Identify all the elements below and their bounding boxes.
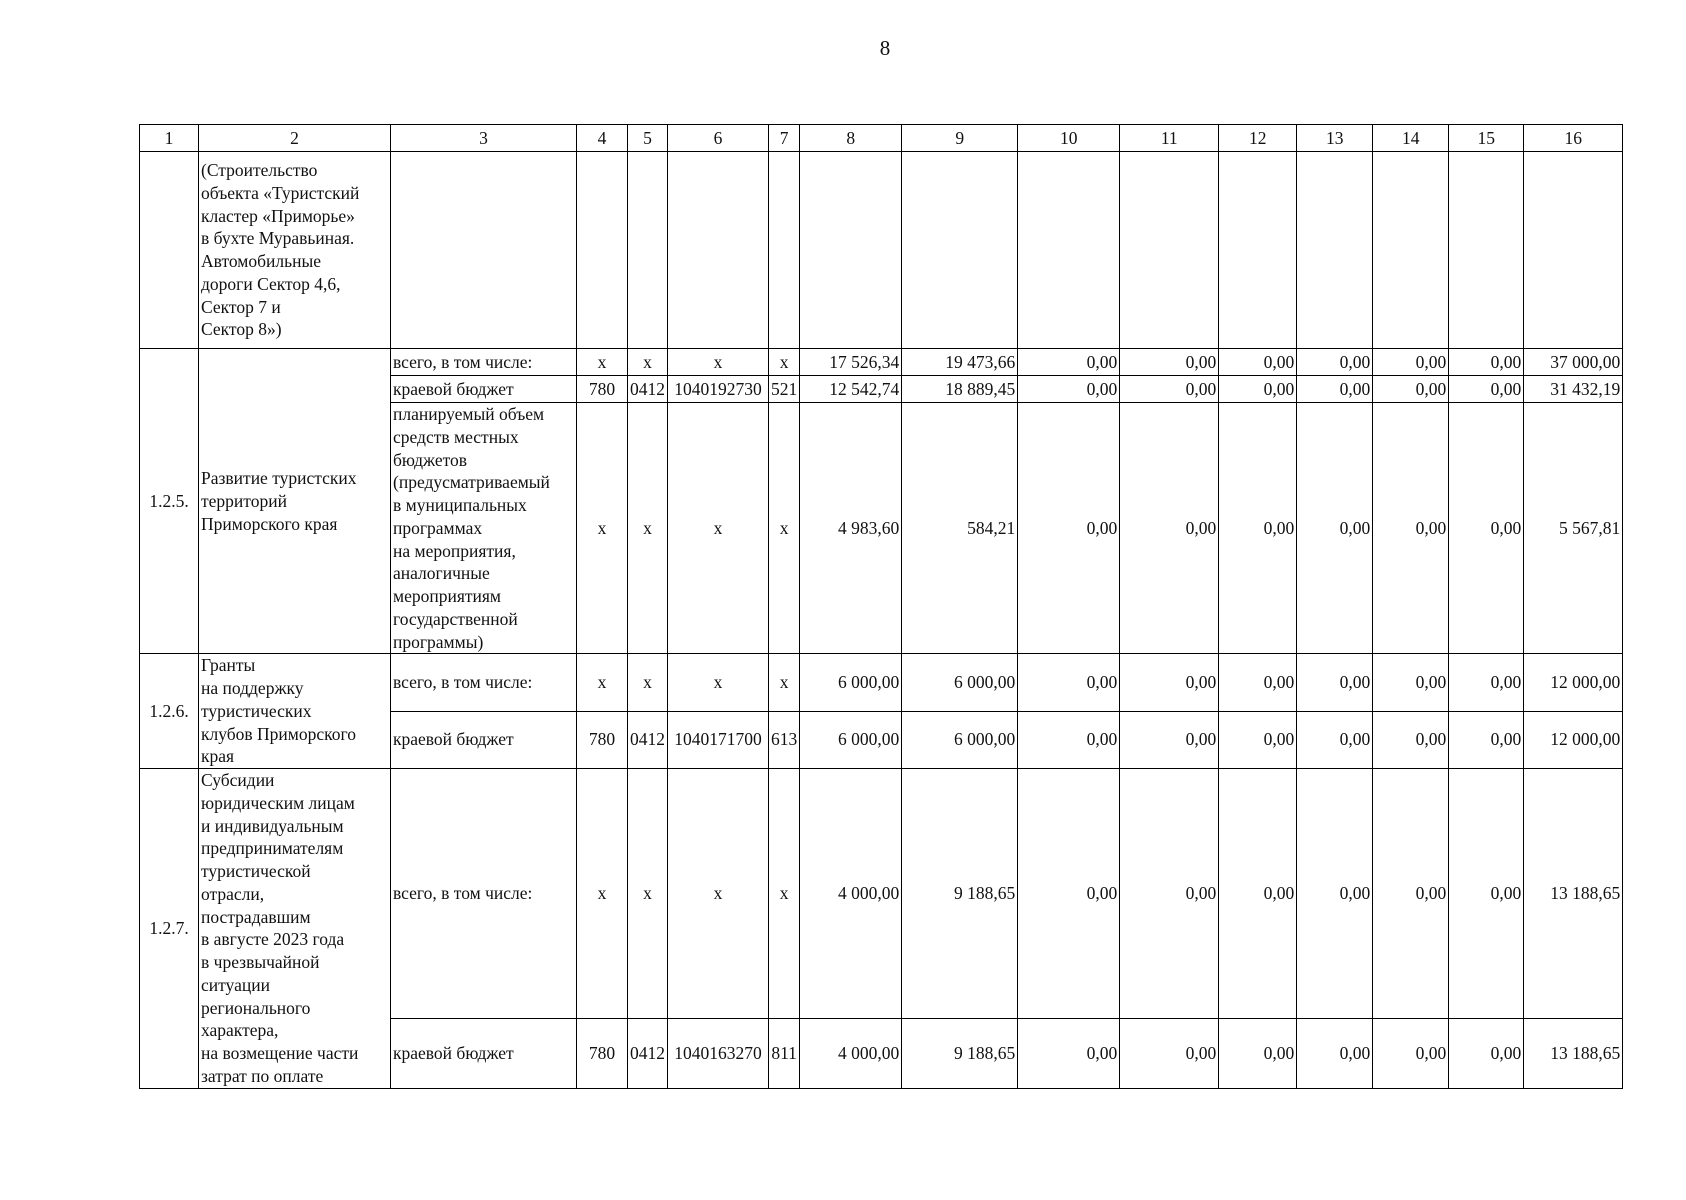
text-line: на мероприятия,	[393, 540, 516, 561]
empty-cell	[1373, 152, 1449, 349]
empty-cell	[902, 152, 1018, 349]
text-line: юридическим лицам	[201, 792, 355, 813]
amount-cell: 37 000,00	[1524, 349, 1623, 376]
text-line: Гранты	[201, 655, 256, 676]
amount-cell: 0,00	[1120, 769, 1219, 1019]
amount-cell: 31 432,19	[1524, 376, 1623, 403]
column-number-cell: 4	[577, 125, 628, 152]
empty-cell	[1219, 152, 1297, 349]
amount-cell: 9 188,65	[902, 769, 1018, 1019]
column-number-cell: 7	[769, 125, 800, 152]
text-line: краевой бюджет	[393, 729, 514, 750]
text-line: государственной	[393, 608, 518, 629]
column-number-cell: 12	[1219, 125, 1297, 152]
text-line: туристической	[201, 861, 311, 881]
amount-cell: 6 000,00	[800, 711, 902, 768]
text-line: предпринимателям	[201, 838, 344, 859]
amount-cell: 0,00	[1449, 403, 1524, 654]
amount-cell: 584,21	[902, 403, 1018, 654]
code-cell: x	[577, 349, 628, 376]
amount-cell: 0,00	[1120, 1019, 1219, 1088]
text-line: пострадавшим	[201, 906, 311, 927]
amount-cell: 12 542,74	[800, 376, 902, 403]
code-cell: x	[769, 349, 800, 376]
code-cell: 1040192730	[668, 376, 769, 403]
text-line: всего, в том числе:	[393, 883, 533, 904]
text-line: регионального	[201, 997, 311, 1018]
amount-cell: 0,00	[1018, 349, 1120, 376]
code-cell: 780	[577, 1019, 628, 1088]
amount-cell: 0,00	[1120, 376, 1219, 403]
amount-cell: 0,00	[1219, 654, 1297, 711]
text-line: на поддержку	[201, 678, 304, 698]
text-line: дороги Сектор 4,6,	[201, 273, 341, 294]
amount-cell: 0,00	[1120, 349, 1219, 376]
code-cell: x	[577, 769, 628, 1019]
code-cell: 613	[769, 711, 800, 768]
amount-cell: 0,00	[1373, 654, 1449, 711]
amount-cell: 0,00	[1297, 403, 1373, 654]
code-cell: x	[769, 403, 800, 654]
amount-cell: 13 188,65	[1524, 769, 1623, 1019]
amount-cell: 0,00	[1120, 403, 1219, 654]
amount-cell: 5 567,81	[1524, 403, 1623, 654]
amount-cell: 6 000,00	[800, 654, 902, 711]
amount-cell: 9 188,65	[902, 1019, 1018, 1088]
text-line: Развитие туристских	[201, 468, 357, 488]
header-row	[140, 125, 1623, 152]
amount-cell: 0,00	[1120, 711, 1219, 768]
amount-cell: 0,00	[1373, 769, 1449, 1019]
amount-cell: 12 000,00	[1524, 654, 1623, 711]
empty-cell	[1120, 152, 1219, 349]
column-number-cell: 10	[1018, 125, 1120, 152]
column-number-cell: 13	[1297, 125, 1373, 152]
amount-cell: 0,00	[1018, 654, 1120, 711]
text-line: клубов Приморского	[201, 723, 356, 744]
amount-cell: 0,00	[1219, 376, 1297, 403]
text-line: Сектор 7 и	[201, 296, 281, 317]
table-row	[140, 654, 1623, 711]
amount-cell: 0,00	[1373, 376, 1449, 403]
item-number-cell: 1.2.7.	[140, 769, 199, 1089]
amount-cell: 0,00	[1297, 711, 1373, 768]
text-line: Автомобильные	[201, 251, 321, 271]
text-line: края	[201, 746, 235, 767]
amount-cell: 13 188,65	[1524, 1019, 1623, 1088]
funding-source-cell	[391, 711, 577, 768]
text-line: ситуации	[201, 974, 270, 995]
amount-cell: 0,00	[1297, 769, 1373, 1019]
text-line: на возмещение части	[201, 1043, 359, 1063]
text-line: затрат по оплате	[201, 1065, 324, 1086]
text-line: кластер «Приморье»	[201, 205, 355, 226]
text-line: (Строительство	[201, 160, 318, 180]
amount-cell: 0,00	[1449, 349, 1524, 376]
text-line: в чрезвычайной	[201, 952, 320, 972]
text-line: всего, в том числе:	[393, 672, 533, 693]
text-line: отрасли,	[201, 883, 265, 904]
empty-cell	[1018, 152, 1120, 349]
funding-source-cell	[391, 403, 577, 654]
text-line: бюджетов	[393, 449, 468, 470]
code-cell: x	[769, 654, 800, 711]
text-line: мероприятиям	[393, 586, 502, 606]
code-cell: x	[668, 349, 769, 376]
funding-source-cell	[391, 654, 577, 711]
amount-cell: 6 000,00	[902, 711, 1018, 768]
text-line: характера,	[201, 1020, 279, 1041]
text-line: объекта «Туристский	[201, 182, 360, 203]
amount-cell: 19 473,66	[902, 349, 1018, 376]
continuation-row	[140, 152, 1623, 349]
column-number-cell: 9	[902, 125, 1018, 152]
amount-cell: 0,00	[1219, 349, 1297, 376]
amount-cell: 0,00	[1373, 1019, 1449, 1088]
text-line: в муниципальных	[393, 495, 527, 515]
code-cell: 0412	[628, 376, 668, 403]
amount-cell: 0,00	[1297, 654, 1373, 711]
amount-cell: 0,00	[1018, 769, 1120, 1019]
code-cell: x	[577, 403, 628, 654]
page-number: 8	[879, 36, 891, 60]
empty-cell	[668, 152, 769, 349]
code-cell: 0412	[628, 711, 668, 768]
table-row	[140, 349, 1623, 376]
funding-source-cell	[391, 1019, 577, 1088]
column-number-cell: 11	[1120, 125, 1219, 152]
code-cell: 811	[769, 1019, 800, 1088]
amount-cell: 0,00	[1018, 376, 1120, 403]
amount-cell: 0,00	[1219, 403, 1297, 654]
code-cell: x	[628, 349, 668, 376]
text-line: программах	[393, 517, 483, 538]
empty-cell	[577, 152, 628, 349]
code-cell: x	[668, 769, 769, 1019]
amount-cell: 4 983,60	[800, 403, 902, 654]
funding-source-cell	[391, 376, 577, 403]
column-number-cell: 14	[1373, 125, 1449, 152]
budget-table	[139, 124, 1623, 1089]
column-number-cell: 16	[1524, 125, 1623, 152]
code-cell: 1040163270	[668, 1019, 769, 1088]
item-name-cell	[199, 152, 391, 349]
amount-cell: 4 000,00	[800, 769, 902, 1019]
code-cell: x	[577, 654, 628, 711]
code-cell: x	[769, 769, 800, 1019]
amount-cell: 0,00	[1449, 711, 1524, 768]
empty-cell	[1297, 152, 1373, 349]
amount-cell: 0,00	[1219, 1019, 1297, 1088]
text-line: программы)	[393, 631, 484, 652]
text-line: Сектор 8»)	[201, 319, 282, 340]
empty-cell	[1524, 152, 1623, 349]
amount-cell: 17 526,34	[800, 349, 902, 376]
amount-cell: 0,00	[1018, 711, 1120, 768]
amount-cell: 0,00	[1297, 376, 1373, 403]
code-cell: 780	[577, 711, 628, 768]
amount-cell: 0,00	[1018, 1019, 1120, 1088]
amount-cell: 0,00	[1297, 1019, 1373, 1088]
item-number-cell: 1.2.6.	[140, 654, 199, 769]
amount-cell: 0,00	[1449, 654, 1524, 711]
column-number-cell: 15	[1449, 125, 1524, 152]
funding-source-cell	[391, 769, 577, 1019]
code-cell: 0412	[628, 1019, 668, 1088]
item-name-cell	[199, 769, 391, 1089]
item-name-cell	[199, 349, 391, 654]
text-line: краевой бюджет	[393, 378, 514, 399]
text-line: туристических	[201, 700, 312, 721]
amount-cell: 0,00	[1373, 711, 1449, 768]
text-line: (предусматриваемый	[393, 472, 550, 493]
amount-cell: 0,00	[1449, 376, 1524, 403]
code-cell: 1040171700	[668, 711, 769, 768]
code-cell: 780	[577, 376, 628, 403]
column-number-cell: 5	[628, 125, 668, 152]
empty-cell	[391, 152, 577, 349]
code-cell: x	[668, 654, 769, 711]
text-line: всего, в том числе:	[393, 351, 533, 372]
amount-cell: 0,00	[1018, 403, 1120, 654]
amount-cell: 0,00	[1297, 349, 1373, 376]
amount-cell: 0,00	[1373, 403, 1449, 654]
amount-cell: 0,00	[1449, 1019, 1524, 1088]
text-line: в августе 2023 года	[201, 929, 345, 950]
item-number-cell: 1.2.5.	[140, 349, 199, 654]
amount-cell: 0,00	[1219, 769, 1297, 1019]
amount-cell: 18 889,45	[902, 376, 1018, 403]
empty-cell	[628, 152, 668, 349]
column-number-cell: 3	[391, 125, 577, 152]
text-line: краевой бюджет	[393, 1043, 514, 1064]
amount-cell: 6 000,00	[902, 654, 1018, 711]
text-line: в бухте Муравьиная.	[201, 228, 355, 249]
text-line: Приморского края	[201, 513, 338, 534]
code-cell: 521	[769, 376, 800, 403]
amount-cell: 4 000,00	[800, 1019, 902, 1088]
column-number-cell: 1	[140, 125, 199, 152]
code-cell: x	[628, 403, 668, 654]
empty-cell	[769, 152, 800, 349]
code-cell: x	[668, 403, 769, 654]
amount-cell: 0,00	[1449, 769, 1524, 1019]
column-number-cell: 6	[668, 125, 769, 152]
column-number-cell: 8	[800, 125, 902, 152]
code-cell: x	[628, 769, 668, 1019]
text-line: территорий	[201, 490, 287, 511]
funding-source-cell	[391, 349, 577, 376]
text-line: средств местных	[393, 426, 519, 447]
item-name-cell	[199, 654, 391, 769]
text-line: и индивидуальным	[201, 815, 344, 836]
code-cell: x	[628, 654, 668, 711]
amount-cell: 0,00	[1373, 349, 1449, 376]
text-line: Субсидии	[201, 770, 275, 790]
table-row	[140, 769, 1623, 1019]
text-line: планируемый объем	[393, 404, 545, 424]
item-number-cell	[140, 152, 199, 349]
amount-cell: 0,00	[1219, 711, 1297, 768]
column-number-cell: 2	[199, 125, 391, 152]
amount-cell: 0,00	[1120, 654, 1219, 711]
amount-cell: 12 000,00	[1524, 711, 1623, 768]
text-line: аналогичные	[393, 563, 490, 584]
empty-cell	[800, 152, 902, 349]
empty-cell	[1449, 152, 1524, 349]
